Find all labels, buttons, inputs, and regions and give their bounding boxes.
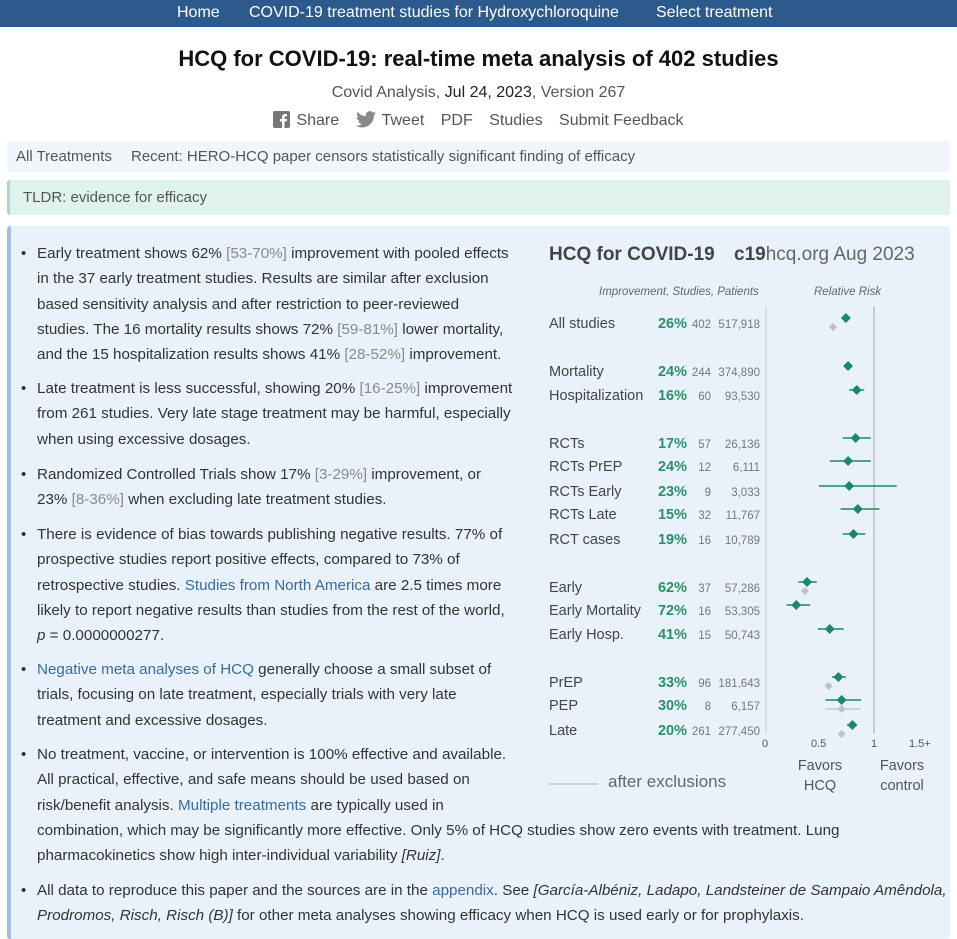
bullet-data-sources: • All data to reproduce this paper and the sources are in the appendix. See [García-Albéniz, Ladapo, Landsteiner de Sampaio Amêndola, Prodromos, Risch, Risch (B)] for other meta analyses showing efficacy when HCQ is used early or for prophylaxis. [21, 882, 947, 925]
row-studies: 244 [691, 367, 711, 379]
axis-tick-0: 0 [762, 738, 769, 750]
row-studies: 8 [704, 701, 711, 713]
chart-left-column-header: Improvement, Studies, Patients [599, 286, 759, 298]
legend-after-exclusions: after exclusions [608, 772, 727, 791]
submit-feedback-link[interactable]: Submit Feedback [559, 112, 684, 129]
row-patients: 374,890 [718, 367, 760, 379]
row-patients: 57,286 [724, 583, 760, 595]
recent-news-link[interactable]: Recent: HERO-HCQ paper censors statistically significant finding of efficacy [131, 148, 636, 165]
row-label: RCTs [549, 436, 585, 452]
row-improvement: 19% [657, 532, 687, 548]
row-improvement: 33% [657, 675, 687, 691]
effect-marker [837, 695, 847, 705]
exclusion-marker [801, 587, 809, 595]
favors-control-label: Favors control [879, 758, 925, 794]
row-label: PrEP [549, 675, 583, 691]
pdf-link[interactable]: PDF [440, 112, 473, 129]
favors-hcq-label: Favors HCQ [797, 758, 843, 794]
effect-marker [825, 624, 835, 634]
exclusion-marker [829, 323, 837, 331]
effect-marker [843, 361, 853, 371]
row-improvement: 26% [657, 316, 687, 332]
bullet-negative-meta: • Negative meta analyses of HCQ generally choose a small subset of trials, focusing on late treatment, especially trials with very late treatment and excessive dosages. [21, 661, 492, 729]
chart-right-column-header: Relative Risk [814, 286, 882, 298]
effect-marker [844, 481, 854, 491]
row-improvement: 17% [657, 436, 687, 452]
share-label: Share [296, 112, 340, 129]
row-label: Early [549, 580, 583, 596]
byline-source: Covid Analysis, [331, 84, 441, 101]
row-studies: 60 [698, 391, 711, 403]
row-improvement: 23% [657, 484, 687, 500]
meta-analyses-citations[interactable]: [García-Albéniz, Ladapo, Landsteiner de Sampaio Amêndola, [533, 882, 947, 899]
row-improvement: 16% [657, 388, 687, 404]
row-label: Early Mortality [549, 603, 641, 619]
row-label: RCT cases [549, 532, 621, 548]
row-patients: 53,305 [724, 606, 760, 618]
page-title: HCQ for COVID-19: real-time meta analysis of 402 studies [178, 46, 779, 71]
studies-link[interactable]: Studies [489, 112, 543, 129]
row-improvement: 30% [657, 698, 687, 714]
row-patients: 181,643 [718, 678, 760, 690]
row-label: Late [549, 723, 578, 739]
tldr-text: TLDR: evidence for efficacy [23, 189, 207, 206]
row-patients: 26,136 [724, 439, 760, 451]
bullet-early-treatment: • Early treatment shows 62% [53-70%] improvement with pooled effects in the 37 early treatment studies. Results are similar after exclusion based sensitivity analysis and after restriction to peer-reviewed studies. The 16 mortality results shows 72% [59-81%] lower mortality, and the 15 hospitalization results shows 41% [28-52%] improvement. [21, 245, 509, 364]
row-studies: 15 [698, 630, 711, 642]
row-patients: 10,789 [724, 535, 760, 547]
byline-version: , Version 267 [531, 84, 626, 101]
row-patients: 517,918 [718, 319, 760, 331]
row-improvement: 72% [657, 603, 687, 619]
row-label: Hospitalization [549, 388, 644, 404]
row-label: PEP [549, 698, 579, 714]
row-studies: 32 [698, 510, 711, 522]
tweet-label: Tweet [381, 112, 425, 129]
effect-marker [802, 577, 812, 587]
multiple-treatments-link[interactable]: Multiple treatments [177, 796, 307, 814]
row-label: Mortality [549, 364, 604, 380]
appendix-link[interactable]: appendix [432, 882, 494, 899]
axis-tick-1: 1 [871, 738, 878, 750]
nav-select-treatment-link[interactable]: Select treatment [656, 4, 773, 21]
row-patients: 93,530 [724, 391, 760, 403]
row-studies: 16 [698, 535, 711, 547]
row-studies: 57 [698, 439, 711, 451]
chart-title-text: HCQ for COVID-19 [549, 244, 715, 265]
row-improvement: 20% [657, 723, 687, 739]
row-patients: 50,743 [724, 630, 760, 642]
exclusion-marker [838, 705, 846, 713]
axis-tick-0-5: 0.5 [811, 738, 827, 750]
bullet-no-treatment: • No treatment, vaccine, or intervention is 100% effective and available. All practical, effective, and safe means should be used based on risk/benefit analysis. Multiple treatments are typically used in combination, which may be significantly more effective. Only 5% of HCQ studies show zero events with treatment. Lung pharmacokinetics show high inter-individual variability [Ruiz]. [21, 746, 840, 865]
effect-marker [833, 672, 843, 682]
chart-site: c19hcq.org Aug 2023 [734, 244, 915, 265]
row-studies: 16 [698, 606, 711, 618]
row-patients: 3,033 [731, 487, 760, 499]
effect-marker [847, 720, 857, 730]
row-patients: 6,157 [731, 701, 760, 713]
row-improvement: 41% [657, 627, 687, 643]
row-studies: 37 [698, 583, 711, 595]
effect-marker [791, 600, 801, 610]
exclusion-marker [838, 730, 846, 738]
negative-meta-analyses-link[interactable]: Negative meta analyses of HCQ [37, 661, 254, 678]
ruiz-citation-link[interactable]: [Ruiz] [401, 847, 441, 865]
effect-marker [852, 385, 862, 395]
row-studies: 261 [691, 726, 711, 738]
exclusion-marker [825, 682, 833, 690]
row-patients: 11,767 [725, 510, 760, 522]
axis-tick-1-5: 1.5+ [909, 738, 931, 750]
bullet-late-treatment: • Late treatment is less successful, showing 20% [16-25%] improvement from 261 studies. Very late stage treatment may be harmful, especially when using excessive dosages. [21, 380, 513, 448]
row-studies: 9 [704, 487, 711, 499]
bullet-publication-bias: • There is evidence of bias towards publishing negative results. 77% of prospective studies report positive effects, compared to 73% of retrospective studies. Studies from North America are 2.5 times more likely to report negative results than studies from the rest of the world, p = 0.0000000277. [21, 526, 505, 645]
row-improvement: 24% [657, 459, 687, 475]
row-improvement: 62% [657, 580, 687, 596]
row-label: RCTs PrEP [549, 459, 623, 475]
nav-home-link[interactable]: Home [177, 4, 220, 21]
row-studies: 402 [691, 319, 711, 331]
row-studies: 12 [698, 462, 711, 474]
row-label: All studies [549, 316, 616, 332]
row-improvement: 15% [657, 507, 687, 523]
effect-marker [853, 504, 863, 514]
row-label: Early Hosp. [549, 627, 624, 643]
effect-marker [843, 456, 853, 466]
row-label: RCTs Early [549, 484, 622, 500]
nav-studies-link[interactable]: COVID-19 treatment studies for Hydroxychloroquine [249, 4, 619, 21]
effect-marker [841, 313, 851, 323]
row-label: RCTs Late [549, 507, 617, 523]
north-america-link[interactable]: Studies from North America [184, 576, 371, 594]
row-studies: 96 [698, 678, 711, 690]
row-improvement: 24% [657, 364, 687, 380]
byline-date: Jul 24, 2023 [444, 84, 532, 101]
effect-marker [851, 433, 861, 443]
row-patients: 277,450 [718, 726, 760, 738]
row-patients: 6,111 [732, 462, 760, 474]
bullet-rcts: • Randomized Controlled Trials show 17% [3-29%] improvement, or 23% [8-36%] when excluding late treatment studies. [21, 466, 482, 509]
effect-marker [848, 529, 858, 539]
all-treatments-link[interactable]: All Treatments [16, 148, 112, 165]
